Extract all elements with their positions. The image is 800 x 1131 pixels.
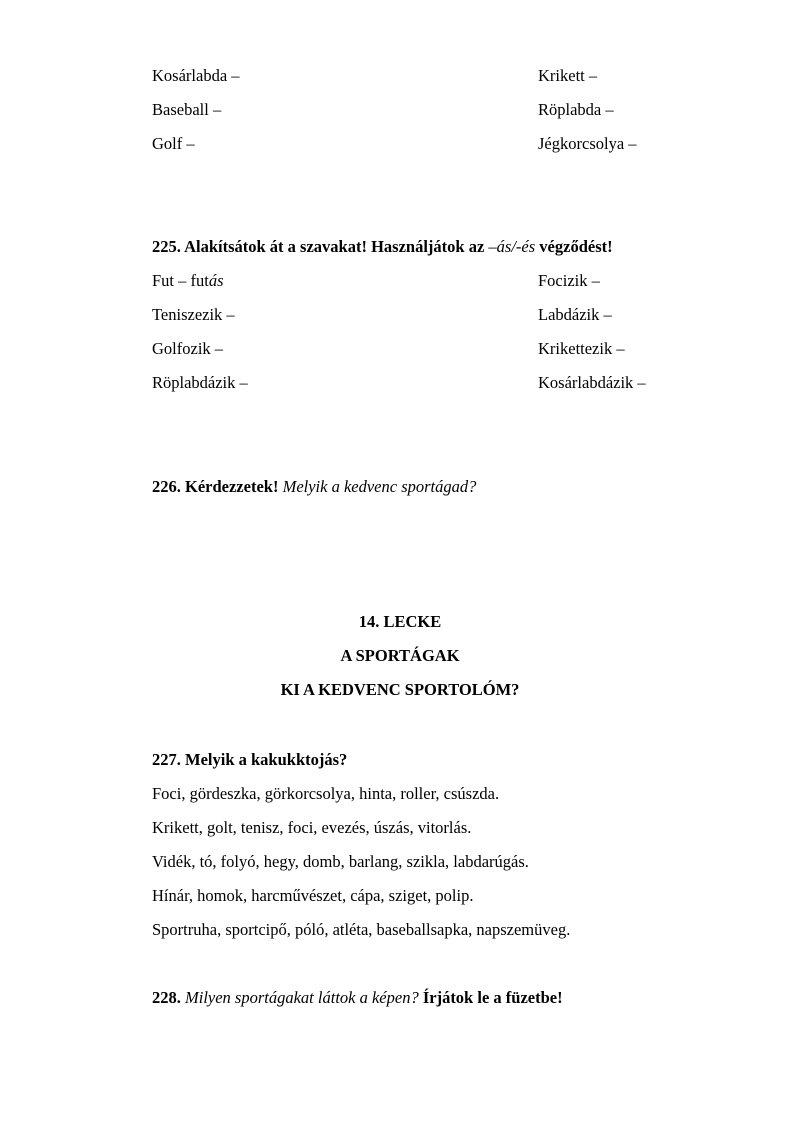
word-focizik: Focizik – — [538, 271, 600, 290]
exercise-227-line-4: Hínár, homok, harcművészet, cápa, sziget, polip. — [152, 886, 474, 905]
lesson-number: 14. LECKE — [358, 612, 442, 631]
exercise-225-heading — [152, 237, 613, 257]
exercise-226-number: 226. Kérdezzetek! — [152, 477, 279, 496]
exercise-225-heading-suffix: –ás/-és — [488, 237, 536, 256]
word-golfozik: Golfozik – — [152, 339, 224, 358]
exercise-225-heading-part1: 225. Alakítsátok át a szavakat! Használjátok az — [152, 237, 489, 256]
exercise-228-heading — [152, 988, 563, 1008]
exercise-228-instruction: Írjátok le a füzetbe! — [422, 988, 563, 1007]
exercise-227-line-1: Foci, gördeszka, görkorcsolya, hinta, roller, csúszda. — [152, 784, 500, 803]
exercise-227-line-3: Vidék, tó, folyó, hegy, domb, barlang, szikla, labdarúgás. — [152, 852, 529, 871]
example-suffix: ás — [208, 271, 224, 290]
word-krikett: Krikett – — [538, 66, 598, 85]
word-teniszezik: Teniszezik – — [152, 305, 235, 324]
word-roplabdazik: Röplabdázik – — [152, 373, 248, 392]
exercise-228-question: Milyen sportágakat láttok a képen? — [185, 988, 419, 1007]
word-kosarlabda: Kosárlabda – — [152, 66, 240, 85]
word-kosarlabdazik: Kosárlabdázik – — [538, 373, 646, 392]
exercise-225-heading-part2: végződést! — [535, 237, 613, 256]
exercise-226-question: Melyik a kedvenc sportágad? — [282, 477, 477, 496]
lesson-subtitle: KI A KEDVENC SPORTOLÓM? — [280, 680, 520, 699]
word-jegkorcsolya: Jégkorcsolya – — [538, 134, 637, 153]
word-baseball: Baseball – — [152, 100, 222, 119]
exercise-225-example — [152, 271, 224, 291]
exercise-227-line-5: Sportruha, sportcipő, póló, atléta, baseballsapka, napszemüveg. — [152, 920, 571, 939]
word-roplabda: Röplabda – — [538, 100, 614, 119]
exercise-226-heading — [152, 477, 476, 497]
word-krikettezik: Krikettezik – — [538, 339, 625, 358]
word-labdazik: Labdázik – — [538, 305, 612, 324]
example-plain: Fut – fut — [152, 271, 209, 290]
lesson-title: A SPORTÁGAK — [340, 646, 460, 665]
exercise-227-line-2: Krikett, golt, tenisz, foci, evezés, úszás, vitorlás. — [152, 818, 472, 837]
exercise-228-number: 228. — [152, 988, 181, 1007]
word-golf: Golf – — [152, 134, 195, 153]
exercise-227-heading: 227. Melyik a kakukktojás? — [152, 750, 348, 769]
